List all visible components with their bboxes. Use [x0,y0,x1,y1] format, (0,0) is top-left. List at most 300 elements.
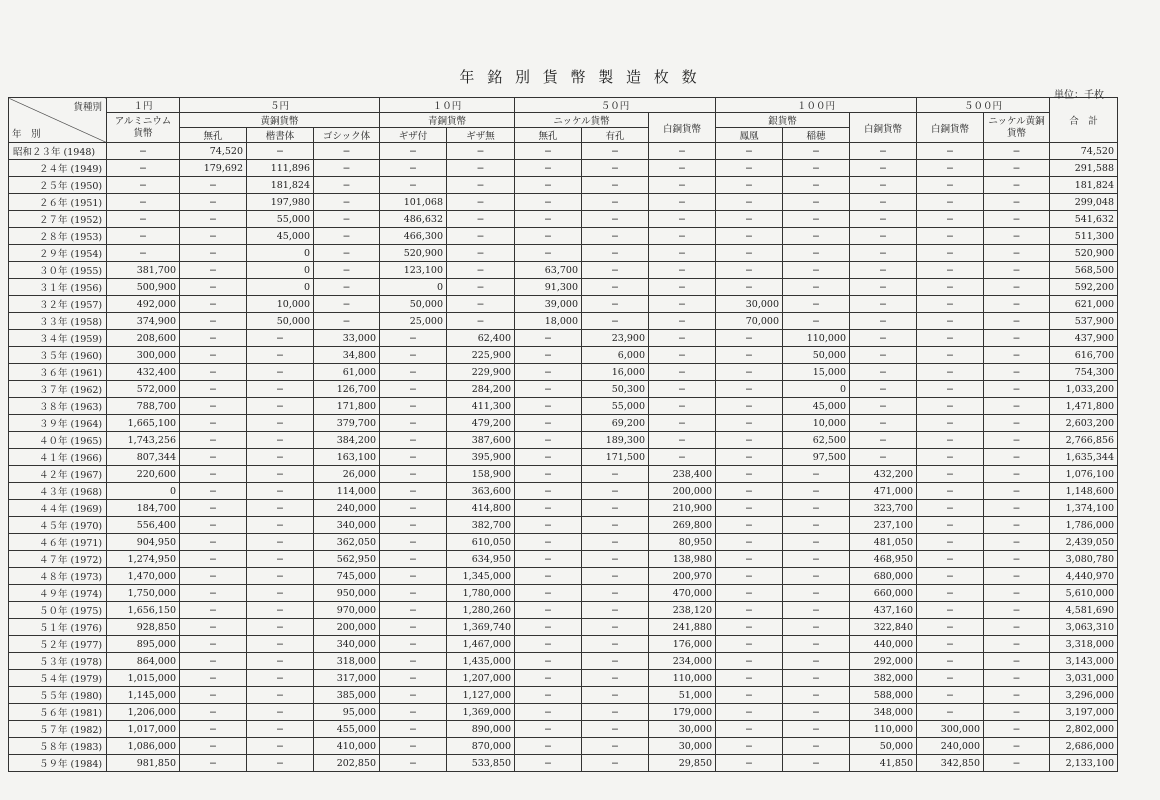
value-cell: − [380,721,447,738]
value-cell: − [180,619,247,636]
table-row [9,245,1118,262]
value-cell: − [917,296,984,313]
value-cell: − [984,449,1050,466]
value-cell: 70,000 [716,313,783,330]
table-row [9,279,1118,296]
value-cell: 479,200 [447,415,515,432]
value-cell: − [180,517,247,534]
value-cell: − [984,160,1050,177]
year-cell: ４０年 (1965) [9,432,107,449]
value-cell: 970,000 [314,602,380,619]
value-cell: − [917,619,984,636]
total-cell: 2,439,050 [1050,534,1118,551]
year-cell: ２５年 (1950) [9,177,107,194]
value-cell: − [447,262,515,279]
value-cell: − [716,721,783,738]
table-row [9,211,1118,228]
value-cell: 379,700 [314,415,380,432]
value-cell: − [180,194,247,211]
value-cell: 63,700 [515,262,582,279]
value-cell: 50,000 [850,738,917,755]
value-cell: − [984,568,1050,585]
value-cell: − [314,262,380,279]
value-cell: 238,400 [649,466,716,483]
value-cell: 184,700 [107,500,180,517]
value-cell: − [783,687,850,704]
value-cell: − [716,653,783,670]
value-cell: 588,000 [850,687,917,704]
value-cell: − [247,636,314,653]
year-cell: ４５年 (1970) [9,517,107,534]
value-cell: − [783,483,850,500]
value-cell: − [984,330,1050,347]
value-cell: − [515,143,582,160]
yen5-type-header: 黄銅貨幣 [180,113,380,128]
value-cell: 62,400 [447,330,515,347]
value-cell: 680,000 [850,568,917,585]
value-cell: 200,000 [649,483,716,500]
value-cell: − [649,330,716,347]
value-cell: − [716,619,783,636]
value-cell: − [180,687,247,704]
value-cell: − [247,585,314,602]
sub-header-5yen-plain: 無孔 [180,128,247,143]
value-cell: − [582,619,649,636]
total-cell: 1,033,200 [1050,381,1118,398]
value-cell: 562,950 [314,551,380,568]
value-cell: 317,000 [314,670,380,687]
denom-5yen: ５円 [180,98,380,113]
value-cell: − [515,381,582,398]
value-cell: 1,743,256 [107,432,180,449]
total-cell: 437,900 [1050,330,1118,347]
value-cell: − [984,432,1050,449]
table-row [9,534,1118,551]
value-cell: 414,800 [447,500,515,517]
yen500-nickel-brass-header: ニッケル黄銅貨幣 [984,113,1050,143]
value-cell: − [380,704,447,721]
value-cell: − [180,262,247,279]
year-cell: ５５年 (1980) [9,687,107,704]
value-cell: − [850,143,917,160]
value-cell: 1,369,740 [447,619,515,636]
value-cell: 384,200 [314,432,380,449]
value-cell: − [783,551,850,568]
value-cell: − [716,585,783,602]
year-cell: 昭和２３年 (1948) [9,143,107,160]
value-cell: − [582,262,649,279]
total-cell: 1,374,100 [1050,500,1118,517]
value-cell: − [380,143,447,160]
value-cell: − [917,568,984,585]
total-cell: 616,700 [1050,347,1118,364]
value-cell: 381,700 [107,262,180,279]
value-cell: 284,200 [447,381,515,398]
table-row [9,143,1118,160]
total-cell: 291,588 [1050,160,1118,177]
value-cell: 634,950 [447,551,515,568]
value-cell: − [649,432,716,449]
value-cell: 745,000 [314,568,380,585]
year-cell: ４９年 (1974) [9,585,107,602]
value-cell: − [180,313,247,330]
value-cell: − [582,602,649,619]
value-cell: 240,000 [314,500,380,517]
value-cell: − [917,585,984,602]
value-cell: − [850,160,917,177]
value-cell: − [515,245,582,262]
total-header: 合 計 [1050,98,1118,143]
year-cell: ２７年 (1952) [9,211,107,228]
value-cell: − [515,585,582,602]
value-cell: 363,600 [447,483,515,500]
corner-header [9,98,107,143]
value-cell: 62,500 [783,432,850,449]
value-cell: 18,000 [515,313,582,330]
year-cell: ５４年 (1979) [9,670,107,687]
table-row [9,551,1118,568]
sub-header-5yen-gothic: ゴシック体 [314,128,380,143]
table-row [9,177,1118,194]
year-cell: ５６年 (1981) [9,704,107,721]
year-cell: ３６年 (1961) [9,364,107,381]
value-cell: 323,700 [850,500,917,517]
value-cell: − [380,636,447,653]
total-cell: 2,603,200 [1050,415,1118,432]
value-cell: − [984,483,1050,500]
value-cell: − [180,670,247,687]
value-cell: − [247,449,314,466]
value-cell: − [783,160,850,177]
table-row [9,500,1118,517]
value-cell: − [917,432,984,449]
value-cell: − [107,211,180,228]
value-cell: 1,345,000 [447,568,515,585]
value-cell: 23,900 [582,330,649,347]
value-cell: 51,000 [649,687,716,704]
table-row [9,228,1118,245]
value-cell: 1,369,000 [447,704,515,721]
value-cell: 466,300 [380,228,447,245]
year-cell: ５１年 (1976) [9,619,107,636]
value-cell: 29,850 [649,755,716,772]
value-cell: 229,900 [447,364,515,381]
year-cell: ３５年 (1960) [9,347,107,364]
value-cell: − [716,602,783,619]
value-cell: 340,000 [314,636,380,653]
value-cell: − [180,500,247,517]
value-cell: − [582,483,649,500]
total-cell: 2,766,856 [1050,432,1118,449]
value-cell: − [716,398,783,415]
value-cell: − [984,415,1050,432]
value-cell: 238,120 [649,602,716,619]
value-cell: − [716,143,783,160]
value-cell: 520,900 [380,245,447,262]
value-cell: − [380,330,447,347]
value-cell: − [582,721,649,738]
value-cell: − [247,398,314,415]
total-cell: 3,318,000 [1050,636,1118,653]
value-cell: − [180,364,247,381]
value-cell: − [783,704,850,721]
value-cell: − [850,228,917,245]
value-cell: 95,000 [314,704,380,721]
year-cell: ３２年 (1957) [9,296,107,313]
value-cell: − [984,738,1050,755]
value-cell: 950,000 [314,585,380,602]
value-cell: 210,900 [649,500,716,517]
value-cell: − [917,228,984,245]
value-cell: − [984,704,1050,721]
value-cell: − [247,653,314,670]
value-cell: − [247,534,314,551]
value-cell: − [582,228,649,245]
value-cell: − [107,160,180,177]
value-cell: 981,850 [107,755,180,772]
value-cell: − [917,704,984,721]
total-cell: 299,048 [1050,194,1118,211]
value-cell: − [850,449,917,466]
value-cell: − [380,517,447,534]
value-cell: 387,600 [447,432,515,449]
value-cell: − [649,245,716,262]
total-cell: 5,610,000 [1050,585,1118,602]
value-cell: 437,160 [850,602,917,619]
total-cell: 1,635,344 [1050,449,1118,466]
value-cell: − [917,245,984,262]
corner-bottom-label: 年 別 [12,129,41,140]
value-cell: 50,000 [380,296,447,313]
value-cell: 374,900 [107,313,180,330]
value-cell: − [850,296,917,313]
value-cell: − [984,602,1050,619]
table-row [9,381,1118,398]
value-cell: − [515,534,582,551]
value-cell: − [314,228,380,245]
value-cell: − [247,687,314,704]
value-cell: 111,896 [247,160,314,177]
value-cell: 572,000 [107,381,180,398]
value-cell: − [314,143,380,160]
corner-top-label: 貨種別 [73,102,102,113]
total-cell: 74,520 [1050,143,1118,160]
value-cell: − [447,177,515,194]
value-cell: 41,850 [850,755,917,772]
value-cell: − [917,364,984,381]
value-cell: 807,344 [107,449,180,466]
value-cell: 322,840 [850,619,917,636]
value-cell: 348,000 [850,704,917,721]
total-cell: 621,000 [1050,296,1118,313]
value-cell: 486,632 [380,211,447,228]
value-cell: 45,000 [247,228,314,245]
value-cell: 234,000 [649,653,716,670]
year-cell: ４７年 (1972) [9,551,107,568]
value-cell: 74,520 [180,143,247,160]
value-cell: 26,000 [314,466,380,483]
value-cell: − [447,313,515,330]
total-cell: 4,581,690 [1050,602,1118,619]
value-cell: − [515,415,582,432]
value-cell: − [783,211,850,228]
value-cell: − [917,194,984,211]
value-cell: − [649,194,716,211]
value-cell: 1,750,000 [107,585,180,602]
denom-100yen: １００円 [716,98,917,113]
value-cell: − [716,687,783,704]
value-cell: 110,000 [850,721,917,738]
value-cell: − [314,211,380,228]
value-cell: 200,970 [649,568,716,585]
value-cell: − [515,517,582,534]
value-cell: 50,000 [783,347,850,364]
total-cell: 181,824 [1050,177,1118,194]
value-cell: 55,000 [247,211,314,228]
value-cell: − [649,449,716,466]
value-cell: − [380,568,447,585]
value-cell: − [917,602,984,619]
value-cell: − [716,755,783,772]
table-body [9,143,1118,772]
value-cell: − [649,296,716,313]
value-cell: − [180,398,247,415]
value-cell: − [515,755,582,772]
table-row [9,449,1118,466]
value-cell: − [515,721,582,738]
value-cell: − [447,279,515,296]
year-cell: ３９年 (1964) [9,415,107,432]
value-cell: − [783,279,850,296]
value-cell: 492,000 [107,296,180,313]
value-cell: − [783,534,850,551]
denom-500yen: ５００円 [917,98,1050,113]
value-cell: − [515,619,582,636]
value-cell: − [649,381,716,398]
value-cell: 25,000 [380,313,447,330]
value-cell: − [649,364,716,381]
value-cell: − [515,432,582,449]
value-cell: − [107,245,180,262]
table-row [9,398,1118,415]
total-cell: 568,500 [1050,262,1118,279]
value-cell: − [716,347,783,364]
value-cell: − [515,636,582,653]
year-cell: ２８年 (1953) [9,228,107,245]
value-cell: 481,050 [850,534,917,551]
year-cell: ５７年 (1982) [9,721,107,738]
value-cell: − [314,177,380,194]
value-cell: − [582,534,649,551]
value-cell: − [380,585,447,602]
value-cell: − [180,704,247,721]
value-cell: 158,900 [447,466,515,483]
total-cell: 4,440,970 [1050,568,1118,585]
value-cell: − [180,653,247,670]
year-cell: ２９年 (1954) [9,245,107,262]
value-cell: 15,000 [783,364,850,381]
value-cell: − [582,687,649,704]
value-cell: 0 [107,483,180,500]
value-cell: 45,000 [783,398,850,415]
value-cell: − [247,364,314,381]
value-cell: − [984,466,1050,483]
value-cell: − [180,483,247,500]
value-cell: − [380,687,447,704]
value-cell: − [984,228,1050,245]
value-cell: − [984,551,1050,568]
value-cell: 6,000 [582,347,649,364]
value-cell: 1,017,000 [107,721,180,738]
value-cell: 1,086,000 [107,738,180,755]
value-cell: − [180,602,247,619]
value-cell: − [917,551,984,568]
table-row [9,687,1118,704]
value-cell: 202,850 [314,755,380,772]
value-cell: − [984,585,1050,602]
value-cell: 432,200 [850,466,917,483]
value-cell: − [582,466,649,483]
value-cell: − [716,534,783,551]
value-cell: 171,500 [582,449,649,466]
value-cell: 1,015,000 [107,670,180,687]
value-cell: 30,000 [716,296,783,313]
value-cell: − [716,449,783,466]
year-cell: ３３年 (1958) [9,313,107,330]
value-cell: − [716,551,783,568]
value-cell: − [716,568,783,585]
table-row [9,347,1118,364]
table-row [9,262,1118,279]
yen100-cupro-header: 白銅貨幣 [850,113,917,143]
value-cell: 340,000 [314,517,380,534]
value-cell: − [783,721,850,738]
value-cell: 395,900 [447,449,515,466]
denom-10yen: １０円 [380,98,515,113]
value-cell: − [247,619,314,636]
value-cell: − [783,466,850,483]
value-cell: − [984,534,1050,551]
year-cell: ５３年 (1978) [9,653,107,670]
value-cell: 241,880 [649,619,716,636]
value-cell: − [247,721,314,738]
value-cell: 1,207,000 [447,670,515,687]
value-cell: − [850,313,917,330]
value-cell: − [247,568,314,585]
value-cell: 55,000 [582,398,649,415]
table-row [9,160,1118,177]
value-cell: − [582,143,649,160]
value-cell: − [850,381,917,398]
value-cell: − [380,670,447,687]
value-cell: 556,400 [107,517,180,534]
value-cell: − [850,330,917,347]
value-cell: − [314,160,380,177]
value-cell: − [716,381,783,398]
total-cell: 3,063,310 [1050,619,1118,636]
value-cell: − [180,449,247,466]
total-cell: 1,148,600 [1050,483,1118,500]
value-cell: 411,300 [447,398,515,415]
value-cell: − [984,755,1050,772]
value-cell: − [716,211,783,228]
value-cell: − [716,670,783,687]
year-cell: ４１年 (1966) [9,449,107,466]
value-cell: − [247,415,314,432]
value-cell: − [649,279,716,296]
value-cell: − [447,143,515,160]
total-cell: 3,296,000 [1050,687,1118,704]
